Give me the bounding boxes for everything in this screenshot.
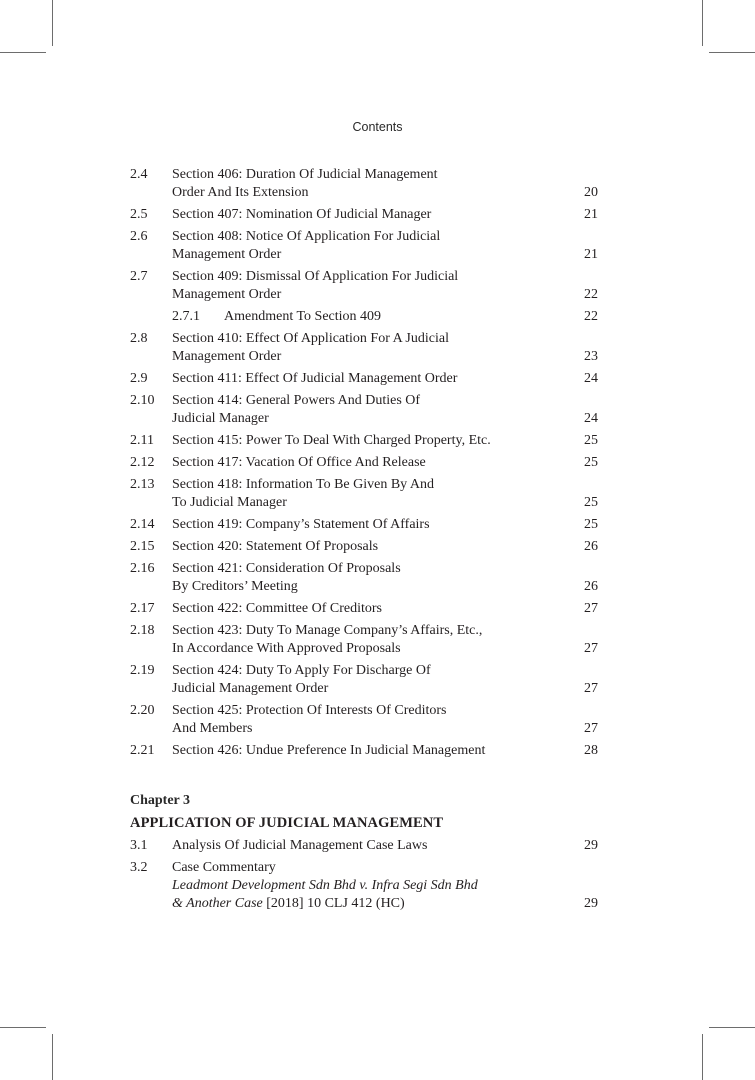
entry-title-line: Section 408: Notice Of Application For Judicial (172, 229, 441, 244)
entry-title-line: Section 415: Power To Deal With Charged Property, Etc. (172, 433, 491, 448)
entry-number: 2.16 (130, 561, 155, 576)
entry-page: 27 (584, 641, 598, 656)
toc-entry[interactable] (130, 742, 598, 760)
entry-title (172, 742, 562, 760)
entry-number: 2.7 (130, 269, 148, 284)
toc-entry[interactable] (130, 330, 598, 366)
entry-title (172, 370, 562, 388)
entry-title-line: Judicial Manager (172, 411, 269, 426)
citation: [2018] 10 CLJ 412 (HC) (262, 896, 405, 911)
entry-title (172, 560, 562, 596)
toc-entry[interactable] (130, 432, 598, 450)
toc-entry[interactable] (130, 308, 598, 326)
entry-number: 2.15 (130, 539, 155, 554)
entry-title-line: Order And Its Extension (172, 185, 309, 200)
crop-mark (702, 1034, 703, 1080)
entry-title-line: Section 418: Information To Be Given By And (172, 477, 435, 492)
entry-page: 28 (584, 743, 598, 758)
crop-mark (0, 1027, 46, 1028)
entry-title (172, 432, 562, 450)
entry-page: 26 (584, 579, 598, 594)
toc-entry[interactable] (130, 206, 598, 224)
entry-title-line: Section 422: Committee Of Creditors (172, 601, 382, 616)
entry-page: 22 (584, 287, 598, 302)
entry-title (172, 662, 562, 698)
entry-title-line: Section 417: Vacation Of Office And Release (172, 455, 426, 470)
entry-number: 2.6 (130, 229, 148, 244)
entry-title-line: Section 424: Duty To Apply For Discharge Of (172, 663, 431, 678)
entry-title-line: Amendment To Section 409 (224, 309, 382, 324)
entry-title-line: Management Order (172, 247, 282, 262)
entry-number: 2.13 (130, 477, 155, 492)
entry-page: 20 (584, 185, 598, 200)
entry-number: 2.19 (130, 663, 155, 678)
entry-number: 2.5 (130, 207, 148, 222)
chapter-toc-list (130, 837, 598, 917)
entry-number: 2.18 (130, 623, 155, 638)
toc-entry[interactable] (130, 622, 598, 658)
entry-page: 29 (584, 896, 598, 911)
entry-page: 25 (584, 433, 598, 448)
entry-title (172, 392, 562, 428)
entry-title-line: Section 425: Protection Of Interests Of Creditors (172, 703, 447, 718)
entry-page: 24 (584, 411, 598, 426)
case-name-part: & Another Case (172, 896, 263, 911)
entry-number: 2.21 (130, 743, 155, 758)
entry-page: 25 (584, 455, 598, 470)
entry-title: Analysis Of Judicial Management Case Laws (172, 838, 428, 853)
entry-number: 2.20 (130, 703, 155, 718)
toc-entry[interactable] (130, 166, 598, 202)
entry-page: 27 (584, 601, 598, 616)
entry-number: 3.1 (130, 838, 148, 853)
crop-mark (52, 1034, 53, 1080)
entry-title-line: Section 414: General Powers And Duties Of (172, 393, 421, 408)
entry-title-line: Management Order (172, 349, 282, 364)
entry-title-line: By Creditors’ Meeting (172, 579, 298, 594)
entry-title-line: Section 411: Effect Of Judicial Management Order (172, 371, 458, 386)
case-citation-line (172, 895, 562, 913)
crop-mark (52, 0, 53, 46)
toc-entry[interactable] (130, 476, 598, 512)
entry-title (172, 268, 562, 304)
toc-entry[interactable] (130, 516, 598, 534)
toc-entry[interactable] (130, 538, 598, 556)
entry-title-line: Judicial Management Order (172, 681, 329, 696)
entry-number: 2.17 (130, 601, 155, 616)
running-head: Contents (352, 120, 403, 134)
entry-page: 25 (584, 495, 598, 510)
entry-title-line: In Accordance With Approved Proposals (172, 641, 401, 656)
chapter-label: Chapter 3 (130, 793, 191, 808)
entry-title-line: Section 419: Company’s Statement Of Affairs (172, 517, 430, 532)
entry-title-line: Section 423: Duty To Manage Company’s Affairs, Etc., (172, 623, 483, 638)
entry-page: 24 (584, 371, 598, 386)
entry-title (172, 859, 562, 913)
entry-page: 29 (584, 838, 598, 853)
entry-title-line: Section 409: Dismissal Of Application For Judicial (172, 269, 459, 284)
toc-entry[interactable] (130, 600, 598, 618)
entry-page: 27 (584, 681, 598, 696)
toc-entry[interactable] (130, 268, 598, 304)
crop-mark (702, 0, 703, 46)
entry-number: 3.2 (130, 860, 148, 875)
entry-title (172, 516, 562, 534)
entry-title (172, 622, 562, 658)
toc-entry[interactable] (130, 228, 598, 264)
entry-title-line: Section 426: Undue Preference In Judicial Management (172, 743, 486, 758)
entry-number: 2.14 (130, 517, 155, 532)
entry-title-line: And Members (172, 721, 253, 736)
entry-number: 2.7.1 (172, 309, 200, 324)
toc-entry[interactable] (130, 454, 598, 472)
entry-page: 21 (584, 247, 598, 262)
toc-entry[interactable] (130, 859, 598, 913)
entry-number: 2.10 (130, 393, 155, 408)
toc-entry[interactable] (130, 837, 598, 855)
crop-mark (709, 52, 755, 53)
crop-mark (0, 52, 46, 53)
entry-title-line: Section 420: Statement Of Proposals (172, 539, 379, 554)
entry-page: 23 (584, 349, 598, 364)
toc-entry[interactable] (130, 662, 598, 698)
toc-entry[interactable] (130, 560, 598, 596)
entry-number: 2.8 (130, 331, 148, 346)
case-name-line: Leadmont Development Sdn Bhd v. Infra Segi Sdn Bhd (172, 878, 478, 893)
entry-title-line: Section 410: Effect Of Application For A Judicial (172, 331, 449, 346)
entry-page: 25 (584, 517, 598, 532)
crop-mark (709, 1027, 755, 1028)
toc-entry[interactable] (130, 370, 598, 388)
toc-list (130, 166, 598, 764)
entry-title (172, 476, 562, 512)
entry-title (224, 308, 562, 326)
entry-title (172, 454, 562, 472)
entry-number: 2.12 (130, 455, 155, 470)
toc-entry[interactable] (130, 392, 598, 428)
entry-title (172, 330, 562, 366)
entry-title (172, 206, 562, 224)
entry-page: 21 (584, 207, 598, 222)
entry-title (172, 538, 562, 556)
entry-number: 2.4 (130, 167, 148, 182)
entry-number: 2.9 (130, 371, 148, 386)
entry-title (172, 228, 562, 264)
entry-title-line: Section 406: Duration Of Judicial Management (172, 167, 438, 182)
entry-title-line: Section 421: Consideration Of Proposals (172, 561, 401, 576)
entry-title-line: To Judicial Manager (172, 495, 287, 510)
chapter-title: APPLICATION OF JUDICIAL MANAGEMENT (130, 815, 444, 831)
entry-page: 26 (584, 539, 598, 554)
entry-title (172, 600, 562, 618)
entry-title-line: Section 407: Nomination Of Judicial Manager (172, 207, 432, 222)
entry-page: 22 (584, 309, 598, 324)
entry-title (172, 166, 562, 202)
toc-entry[interactable] (130, 702, 598, 738)
entry-title-line: Case Commentary (172, 860, 276, 875)
entry-page: 27 (584, 721, 598, 736)
entry-title (172, 702, 562, 738)
entry-title-line: Management Order (172, 287, 282, 302)
entry-number: 2.11 (130, 433, 154, 448)
